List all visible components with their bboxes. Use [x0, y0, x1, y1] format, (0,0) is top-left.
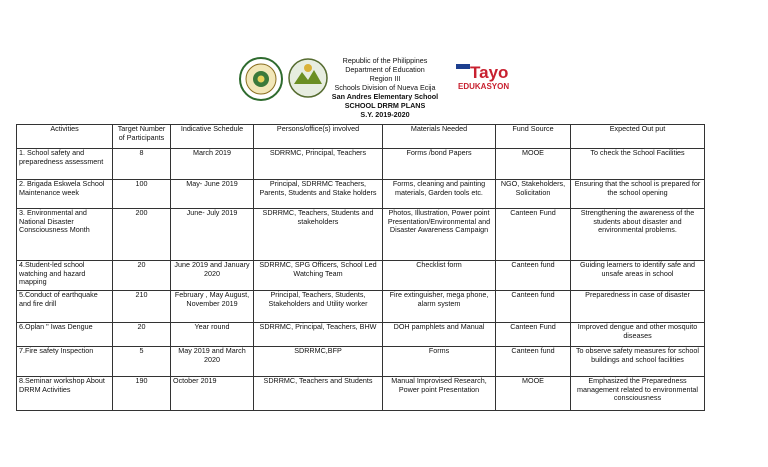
table-row — [17, 209, 705, 261]
cell-materials: DOH pamphlets and Manual — [383, 323, 496, 347]
cell-fund: NGO, Stakeholders, Solicitation — [496, 180, 571, 209]
cell-target: 200 — [113, 209, 171, 261]
cell-output: Emphasized the Preparedness management related to environmental consciousness — [571, 377, 705, 411]
cell-target: 5 — [113, 347, 171, 377]
cell-materials: Checklist form — [383, 261, 496, 291]
column-header-target: Target Number of Participants — [113, 125, 171, 149]
cell-fund: MOOE — [496, 149, 571, 180]
column-header-materials: Materials Needed — [383, 125, 496, 149]
cell-materials: Forms — [383, 347, 496, 377]
cell-activity: 8.Seminar workshop About DRRM Activities — [17, 377, 113, 411]
cell-output: Ensuring that the school is prepared for the school opening — [571, 180, 705, 209]
column-header-fund: Fund Source — [496, 125, 571, 149]
cell-materials: Manual Improvised Research, Power point Presentation — [383, 377, 496, 411]
school-name: San Andres Elementary School — [331, 92, 439, 101]
cell-schedule: Year round — [171, 323, 254, 347]
cell-activity: 6.Oplan " Iwas Dengue — [17, 323, 113, 347]
cell-persons: SDRRMC, Teachers, Students and stakeholders — [254, 209, 383, 261]
cell-target: 8 — [113, 149, 171, 180]
cell-fund: Canteen Fund — [496, 209, 571, 261]
svg-text:EDUKASYON: EDUKASYON — [458, 82, 510, 91]
cell-output: To observe safety measures for school buildings and school facilities — [571, 347, 705, 377]
table-row — [17, 180, 705, 209]
table-header-row — [17, 125, 705, 149]
cell-materials: Fire extinguisher, mega phone, alarm system — [383, 291, 496, 323]
cell-activity: 1. School safety and preparedness assessment — [17, 149, 113, 180]
table-row — [17, 377, 705, 411]
cell-target: 190 — [113, 377, 171, 411]
table-row — [17, 291, 705, 323]
cell-persons: SDRRMC,BFP — [254, 347, 383, 377]
header-line: Schools Division of Nueva Ecija — [334, 83, 436, 92]
deped-seal-logo — [238, 56, 284, 102]
cell-persons: Principal, Teachers, Students, Stakeholders and Utility worker — [254, 291, 383, 323]
cell-schedule: May 2019 and March 2020 — [171, 347, 254, 377]
cell-output: Strengthening the awareness of the students about disaster and environmental problems. — [571, 209, 705, 261]
cell-fund: Canteen fund — [496, 347, 571, 377]
cell-activity: 3. Environmental and National Disaster Consciousness Month — [17, 209, 113, 261]
school-year: S.Y. 2019-2020 — [360, 110, 410, 119]
cell-output: Guiding learners to identify safe and unsafe areas in school — [571, 261, 705, 291]
header-line: Republic of the Philippines — [342, 56, 428, 65]
cell-activity: 5.Conduct of earthquake and fire drill — [17, 291, 113, 323]
cell-output: Improved dengue and other mosquito diseases — [571, 323, 705, 347]
cell-activity: 7.Fire safety Inspection — [17, 347, 113, 377]
cell-persons: SDRRMC, SPG Officers, School Led Watching Team — [254, 261, 383, 291]
cell-persons: SDRRMC, Teachers and Students — [254, 377, 383, 411]
svg-text:Tayo: Tayo — [470, 63, 509, 82]
cell-activity: 2. Brigada Eskwela School Maintenance week — [17, 180, 113, 209]
cell-materials: Forms /bond Papers — [383, 149, 496, 180]
table-row — [17, 347, 705, 377]
cell-materials: Forms, cleaning and painting materials, Garden tools etc. — [383, 180, 496, 209]
plan-title: SCHOOL DRRM PLANS — [344, 101, 426, 110]
drrm-plan-table — [16, 124, 705, 411]
cell-activity: 4.Student-led school watching and hazard mapping — [17, 261, 113, 291]
column-header-activities: Activities — [17, 125, 113, 149]
cell-output: Preparedness in case of disaster — [571, 291, 705, 323]
cell-persons: Principal, SDRRMC Teachers, Parents, Students and Stake holders — [254, 180, 383, 209]
table-row — [17, 149, 705, 180]
cell-schedule: October 2019 — [171, 377, 254, 411]
cell-target: 210 — [113, 291, 171, 323]
column-header-output: Expected Out put — [571, 125, 705, 149]
cell-persons: SDRRMC, Principal, Teachers — [254, 149, 383, 180]
cell-schedule: March 2019 — [171, 149, 254, 180]
cell-output: To check the School Facilities — [571, 149, 705, 180]
cell-schedule: February , May August, November 2019 — [171, 291, 254, 323]
cell-fund: Canteen fund — [496, 291, 571, 323]
cell-fund: Canteen fund — [496, 261, 571, 291]
column-header-persons: Persons/office(s) involved — [254, 125, 383, 149]
cell-schedule: June- July 2019 — [171, 209, 254, 261]
header-line: Department of Education — [345, 65, 425, 74]
cell-persons: SDRRMC, Principal, Teachers, BHW — [254, 323, 383, 347]
cell-materials: Photos, Illustration, Power point Presentation/Environmental and Disaster Awareness Campaign — [383, 209, 496, 261]
column-header-schedule: Indicative Schedule — [171, 125, 254, 149]
cell-fund: MOOE — [496, 377, 571, 411]
table-row — [17, 323, 705, 347]
header-line: Region III — [369, 74, 401, 83]
cell-target: 20 — [113, 323, 171, 347]
cell-target: 20 — [113, 261, 171, 291]
cell-target: 100 — [113, 180, 171, 209]
cell-schedule: June 2019 and January 2020 — [171, 261, 254, 291]
document-header — [300, 56, 470, 119]
cell-schedule: May- June 2019 — [171, 180, 254, 209]
cell-fund: Canteen Fund — [496, 323, 571, 347]
table-row — [17, 261, 705, 291]
